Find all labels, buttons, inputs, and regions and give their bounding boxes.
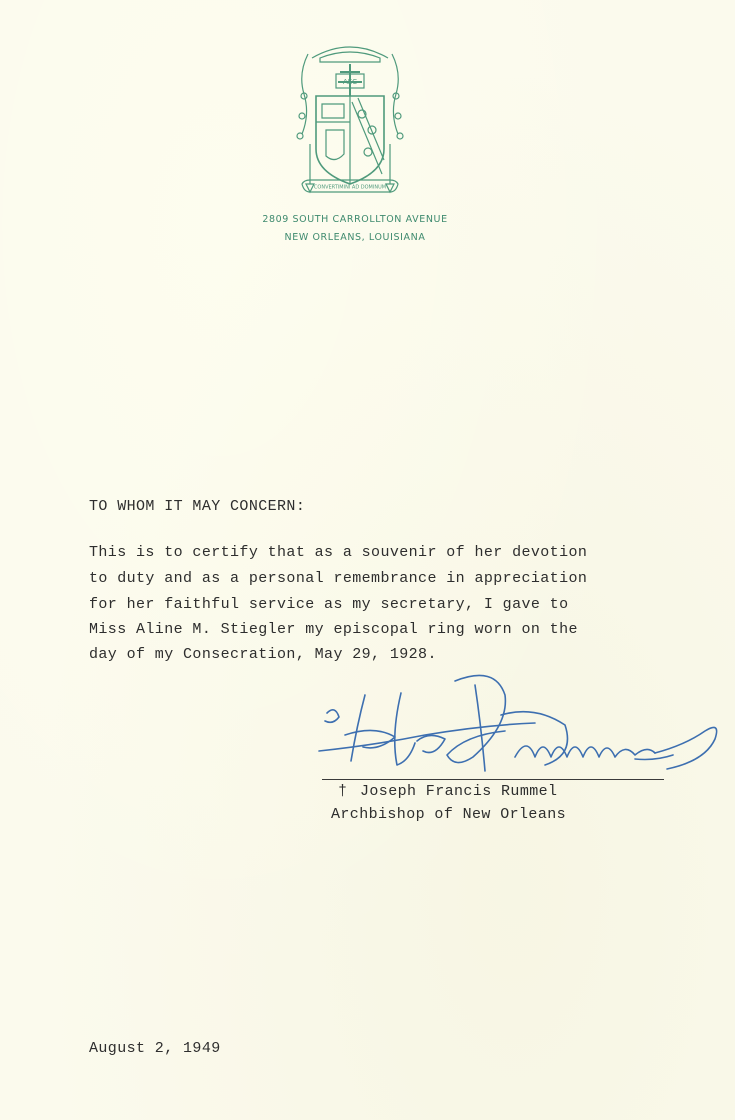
body-line: This is to certify that as a souvenir of her devotion	[89, 544, 588, 561]
letterhead-address-street: 2809 SOUTH CARROLLTON AVENUE	[262, 214, 448, 225]
letter-date: August 2, 1949	[89, 1040, 221, 1057]
svg-text:CONVERTIMINI AD DOMINUM: CONVERTIMINI AD DOMINUM	[313, 184, 387, 191]
salutation: TO WHOM IT MAY CONCERN:	[89, 498, 306, 515]
body-line: for her faithful service as my secretary, I gave to	[89, 596, 569, 613]
body-line: Miss Aline M. Stiegler my episcopal ring worn on the	[89, 621, 578, 638]
bishop-cross: †	[338, 783, 348, 800]
handwritten-signature	[305, 665, 725, 785]
signature-line	[322, 779, 664, 780]
signatory-title: Archbishop of New Orleans	[331, 806, 567, 823]
body-line: day of my Consecration, May 29, 1928.	[89, 646, 437, 663]
signatory-name: Joseph Francis Rummel	[360, 783, 558, 800]
letterhead-address-city: NEW ORLEANS, LOUISIANA	[284, 232, 426, 243]
coat-of-arms-crest	[290, 34, 410, 200]
svg-text:AEC: AEC	[342, 78, 358, 86]
body-line: to duty and as a personal remembrance in appreciation	[89, 570, 588, 587]
